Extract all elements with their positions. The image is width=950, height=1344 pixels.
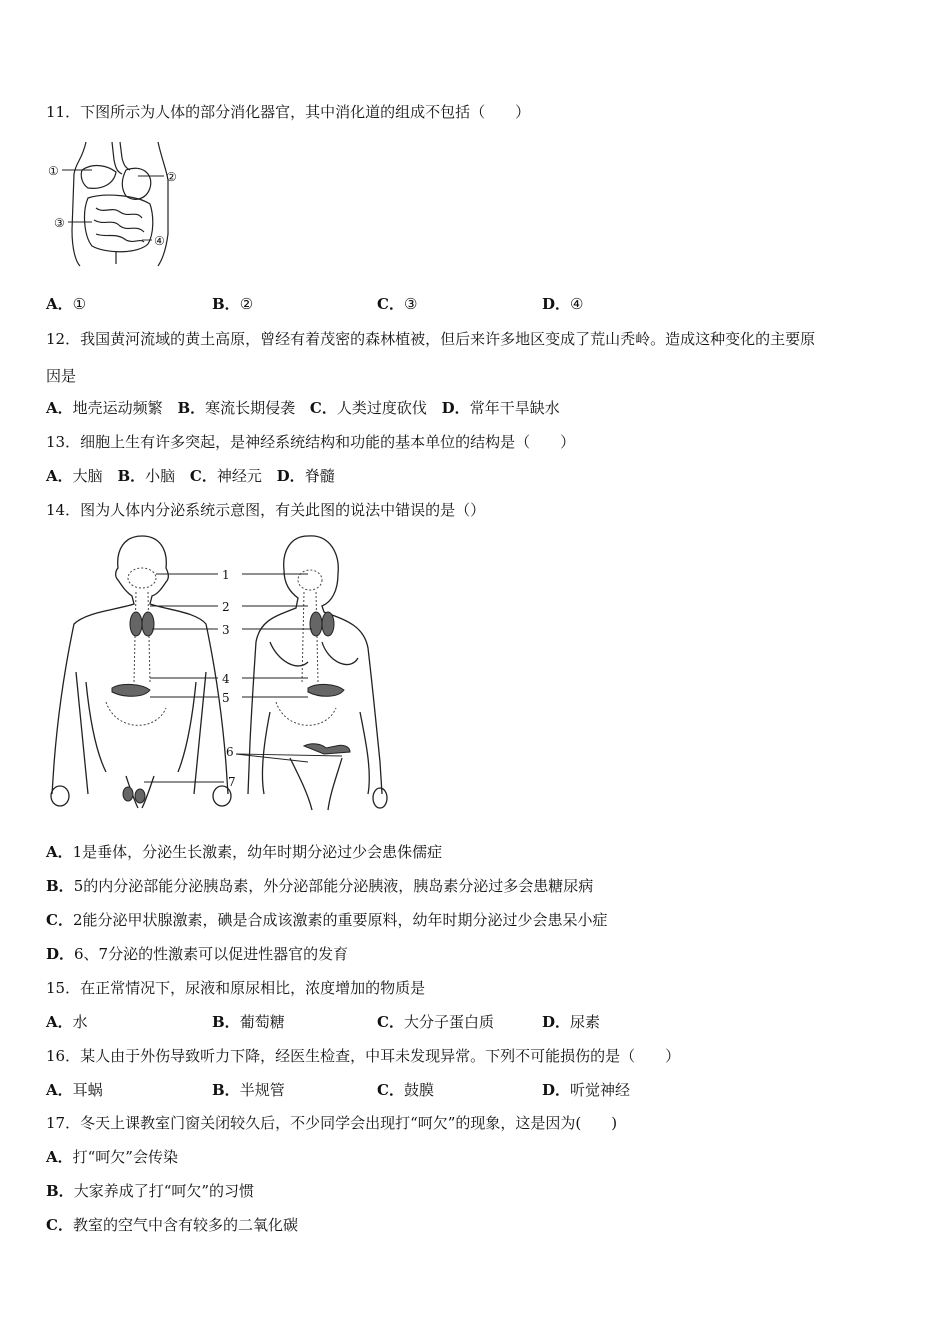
figure11-label-2: ② xyxy=(166,170,177,184)
q17-option-c[interactable]: C．教室的空气中含有较多的二氧化碳 xyxy=(46,1216,298,1234)
q12-stem-line1: 12．我国黄河流域的黄土高原，曾经有着茂密的森林植被，但后来许多地区变成了荒山秃岭。造成这种变化的主要原 xyxy=(46,330,816,348)
figure11-label-4: ④ xyxy=(154,234,165,248)
q14-option-a[interactable]: A．1是垂体，分泌生长激素，幼年时期分泌过少会患侏儒症 xyxy=(46,843,443,861)
q14-option-c[interactable]: C．2能分泌甲状腺激素，碘是合成该激素的重要原料，幼年时期分泌过少会患呆小症 xyxy=(46,911,608,929)
q11-option-d[interactable]: D．④ xyxy=(542,295,584,313)
q12-option-b[interactable]: B．寒流长期侵袭 xyxy=(177,399,296,417)
q12-option-d[interactable]: D．常年干旱缺水 xyxy=(441,399,560,417)
digestive-organs-figure xyxy=(46,140,181,268)
q13-options xyxy=(46,466,335,486)
endocrine-system-figure xyxy=(46,532,406,817)
q14-stem: 14．图为人体内分泌系统示意图，有关此图的说法中错误的是（） xyxy=(46,501,486,519)
figure14-label-7: 7 xyxy=(228,775,236,789)
q15-option-b[interactable]: B．葡萄糖 xyxy=(212,1013,285,1031)
q12-options xyxy=(46,398,560,418)
q15-option-d[interactable]: D．尿素 xyxy=(542,1013,601,1031)
figure14-label-2: 2 xyxy=(222,600,230,614)
q12-stem-line2: 因是 xyxy=(46,367,77,385)
q14-option-b[interactable]: B．5的内分泌部能分泌胰岛素，外分泌部能分泌胰液，胰岛素分泌过多会患糖尿病 xyxy=(46,877,594,895)
figure11-label-3: ③ xyxy=(54,216,65,230)
q16-stem: 16．某人由于外伤导致听力下降，经医生检查，中耳未发现异常。下列不可能损伤的是（ ） xyxy=(46,1047,681,1065)
q13-option-c[interactable]: C．神经元 xyxy=(189,467,262,485)
q17-option-b[interactable]: B．大家养成了打“呵欠”的习惯 xyxy=(46,1182,255,1200)
q16-option-a[interactable]: A．耳蜗 xyxy=(46,1081,103,1099)
q13-option-d[interactable]: D．脊髓 xyxy=(276,467,335,485)
q17-stem: 17．冬天上课教室门窗关闭较久后，不少同学会出现打“呵欠”的现象，这是因为( ) xyxy=(46,1114,618,1132)
figure14-label-1: 1 xyxy=(222,568,230,582)
q11-stem: 11．下图所示为人体的部分消化器官，其中消化道的组成不包括（ ） xyxy=(46,103,531,121)
q11-option-b[interactable]: B．② xyxy=(212,295,254,313)
q17-option-a[interactable]: A．打“呵欠”会传染 xyxy=(46,1148,178,1166)
figure14-label-6: 6 xyxy=(226,745,234,759)
q15-stem: 15．在正常情况下，尿液和原尿相比，浓度增加的物质是 xyxy=(46,979,426,997)
q15-option-a[interactable]: A．水 xyxy=(46,1013,88,1031)
figure14-label-3: 3 xyxy=(222,623,230,637)
q13-option-a[interactable]: A．大脑 xyxy=(46,467,103,485)
q11-option-c[interactable]: C．③ xyxy=(377,295,418,313)
figure14-label-4: 4 xyxy=(222,672,230,686)
q11-option-a[interactable]: A．① xyxy=(46,295,87,313)
figure14-label-5: 5 xyxy=(222,691,230,705)
q13-option-b[interactable]: B．小脑 xyxy=(117,467,176,485)
q16-option-b[interactable]: B．半规管 xyxy=(212,1081,285,1099)
q15-option-c[interactable]: C．大分子蛋白质 xyxy=(377,1013,494,1031)
q16-option-c[interactable]: C．鼓膜 xyxy=(377,1081,434,1099)
q13-stem: 13．细胞上生有许多突起，是神经系统结构和功能的基本单位的结构是（ ） xyxy=(46,433,576,451)
figure11-label-1: ① xyxy=(48,164,59,178)
q16-option-d[interactable]: D．听觉神经 xyxy=(542,1081,631,1099)
q12-option-c[interactable]: C．人类过度砍伐 xyxy=(309,399,427,417)
q14-option-d[interactable]: D．6、7分泌的性激素可以促进性器官的发育 xyxy=(46,945,349,963)
q12-option-a[interactable]: A．地壳运动频繁 xyxy=(46,399,163,417)
